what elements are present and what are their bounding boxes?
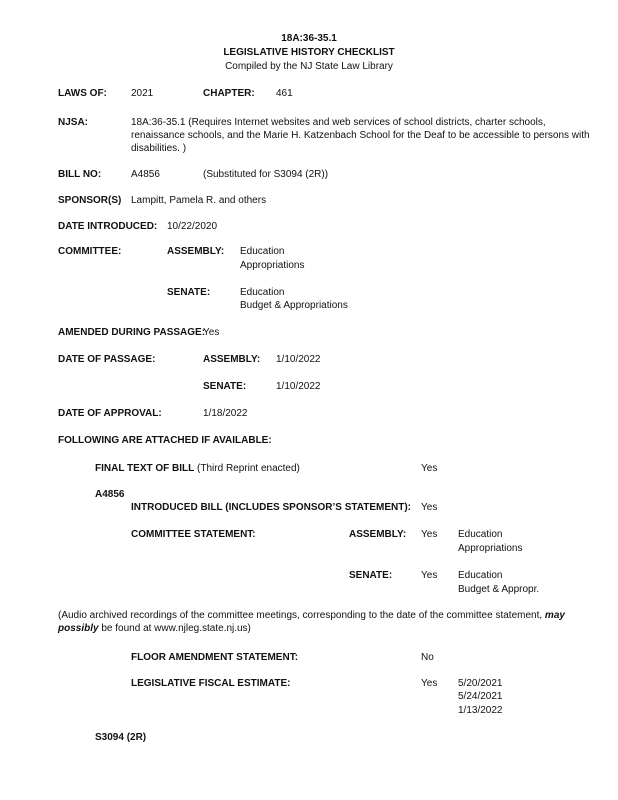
- date-introduced-value: 10/22/2020: [167, 221, 218, 232]
- passage-senate-value: 1/10/2022: [276, 381, 321, 392]
- bill-substituted-note: (Substituted for S3094 (2R)): [203, 169, 329, 180]
- final-text-value: Yes: [421, 463, 438, 474]
- a4856-heading: A4856: [95, 489, 125, 500]
- laws-of-label: LAWS OF:: [58, 88, 107, 99]
- audio-note-text-1: (Audio archived recordings of the committee meetings, corresponding to the date of the committee statement,: [58, 610, 543, 621]
- njsa-line-1: 18A:36-35.1 (Requires Internet websites and web services of school districts, charter schools,: [131, 117, 546, 128]
- floor-amendment-label: FLOOR AMENDMENT STATEMENT:: [131, 652, 299, 663]
- passage-assembly-value: 1/10/2022: [276, 354, 321, 365]
- audio-note-emphasis-may: may: [544, 610, 565, 621]
- statement-assembly-committee-2: Appropriations: [458, 543, 523, 554]
- committee-label: COMMITTEE:: [58, 246, 122, 257]
- committee-senate-1: Education: [240, 287, 285, 298]
- compiled-by: Compiled by the NJ State Law Library: [225, 61, 393, 72]
- fiscal-estimate-date-2: 5/24/2021: [458, 691, 503, 702]
- sponsors-value: Lampitt, Pamela R. and others: [131, 195, 267, 206]
- audio-note-text-2: be found at www.njleg.state.nj.us): [101, 623, 251, 634]
- date-introduced-label: DATE INTRODUCED:: [58, 221, 158, 232]
- chapter-label: CHAPTER:: [203, 88, 255, 99]
- statement-senate-committee-1: Education: [458, 570, 503, 581]
- fiscal-estimate-label: LEGISLATIVE FISCAL ESTIMATE:: [131, 678, 291, 689]
- sponsors-label: SPONSOR(S): [58, 195, 122, 206]
- audio-note-line-2: [58, 622, 251, 635]
- laws-of-value: 2021: [131, 88, 154, 99]
- floor-amendment-value: No: [421, 652, 434, 663]
- committee-assembly-1: Education: [240, 246, 285, 257]
- fiscal-estimate-date-3: 1/13/2022: [458, 705, 503, 716]
- audio-note-emphasis-possibly: possibly: [58, 623, 99, 634]
- amended-label: AMENDED DURING PASSAGE:: [58, 327, 206, 338]
- njsa-line-3: disabilities. ): [131, 143, 187, 154]
- introduced-bill-value: Yes: [421, 502, 438, 513]
- statement-senate-value: Yes: [421, 570, 438, 581]
- doc-title: LEGISLATIVE HISTORY CHECKLIST: [223, 47, 395, 58]
- njsa-label: NJSA:: [58, 117, 89, 128]
- following-attached-heading: FOLLOWING ARE ATTACHED IF AVAILABLE:: [58, 435, 272, 446]
- final-text-row: [95, 462, 300, 475]
- committee-assembly-2: Appropriations: [240, 260, 305, 271]
- bill-no-value: A4856: [131, 169, 160, 180]
- amended-value: Yes: [203, 327, 220, 338]
- s3094-heading: S3094 (2R): [95, 732, 147, 743]
- chapter-value: 461: [276, 88, 293, 99]
- date-of-passage-label: DATE OF PASSAGE:: [58, 354, 156, 365]
- statement-assembly-value: Yes: [421, 529, 438, 540]
- passage-senate-label: SENATE:: [203, 381, 247, 392]
- committee-assembly-label: ASSEMBLY:: [167, 246, 225, 257]
- bill-no-label: BILL NO:: [58, 169, 102, 180]
- fiscal-estimate-value: Yes: [421, 678, 438, 689]
- audio-note-line-1: [58, 609, 565, 622]
- final-text-note: (Third Reprint enacted): [197, 463, 300, 474]
- final-text-label: FINAL TEXT OF BILL: [95, 463, 195, 474]
- date-of-approval-value: 1/18/2022: [203, 408, 248, 419]
- statement-assembly-committee-1: Education: [458, 529, 503, 540]
- statement-senate-label: SENATE:: [349, 570, 393, 581]
- njsa-line-2: renaissance schools, and the Marie H. Katzenbach School for the Deaf to be accessible to persons with: [131, 130, 590, 141]
- introduced-bill-label: INTRODUCED BILL (INCLUDES SPONSOR’S STATEMENT):: [131, 502, 411, 513]
- doc-citation: 18A:36-35.1: [281, 33, 337, 44]
- statement-assembly-label: ASSEMBLY:: [349, 529, 407, 540]
- passage-assembly-label: ASSEMBLY:: [203, 354, 261, 365]
- fiscal-estimate-date-1: 5/20/2021: [458, 678, 503, 689]
- committee-senate-label: SENATE:: [167, 287, 211, 298]
- committee-senate-2: Budget & Appropriations: [240, 300, 348, 311]
- statement-senate-committee-2: Budget & Appropr.: [458, 584, 540, 595]
- date-of-approval-label: DATE OF APPROVAL:: [58, 408, 162, 419]
- committee-statement-label: COMMITTEE STATEMENT:: [131, 529, 256, 540]
